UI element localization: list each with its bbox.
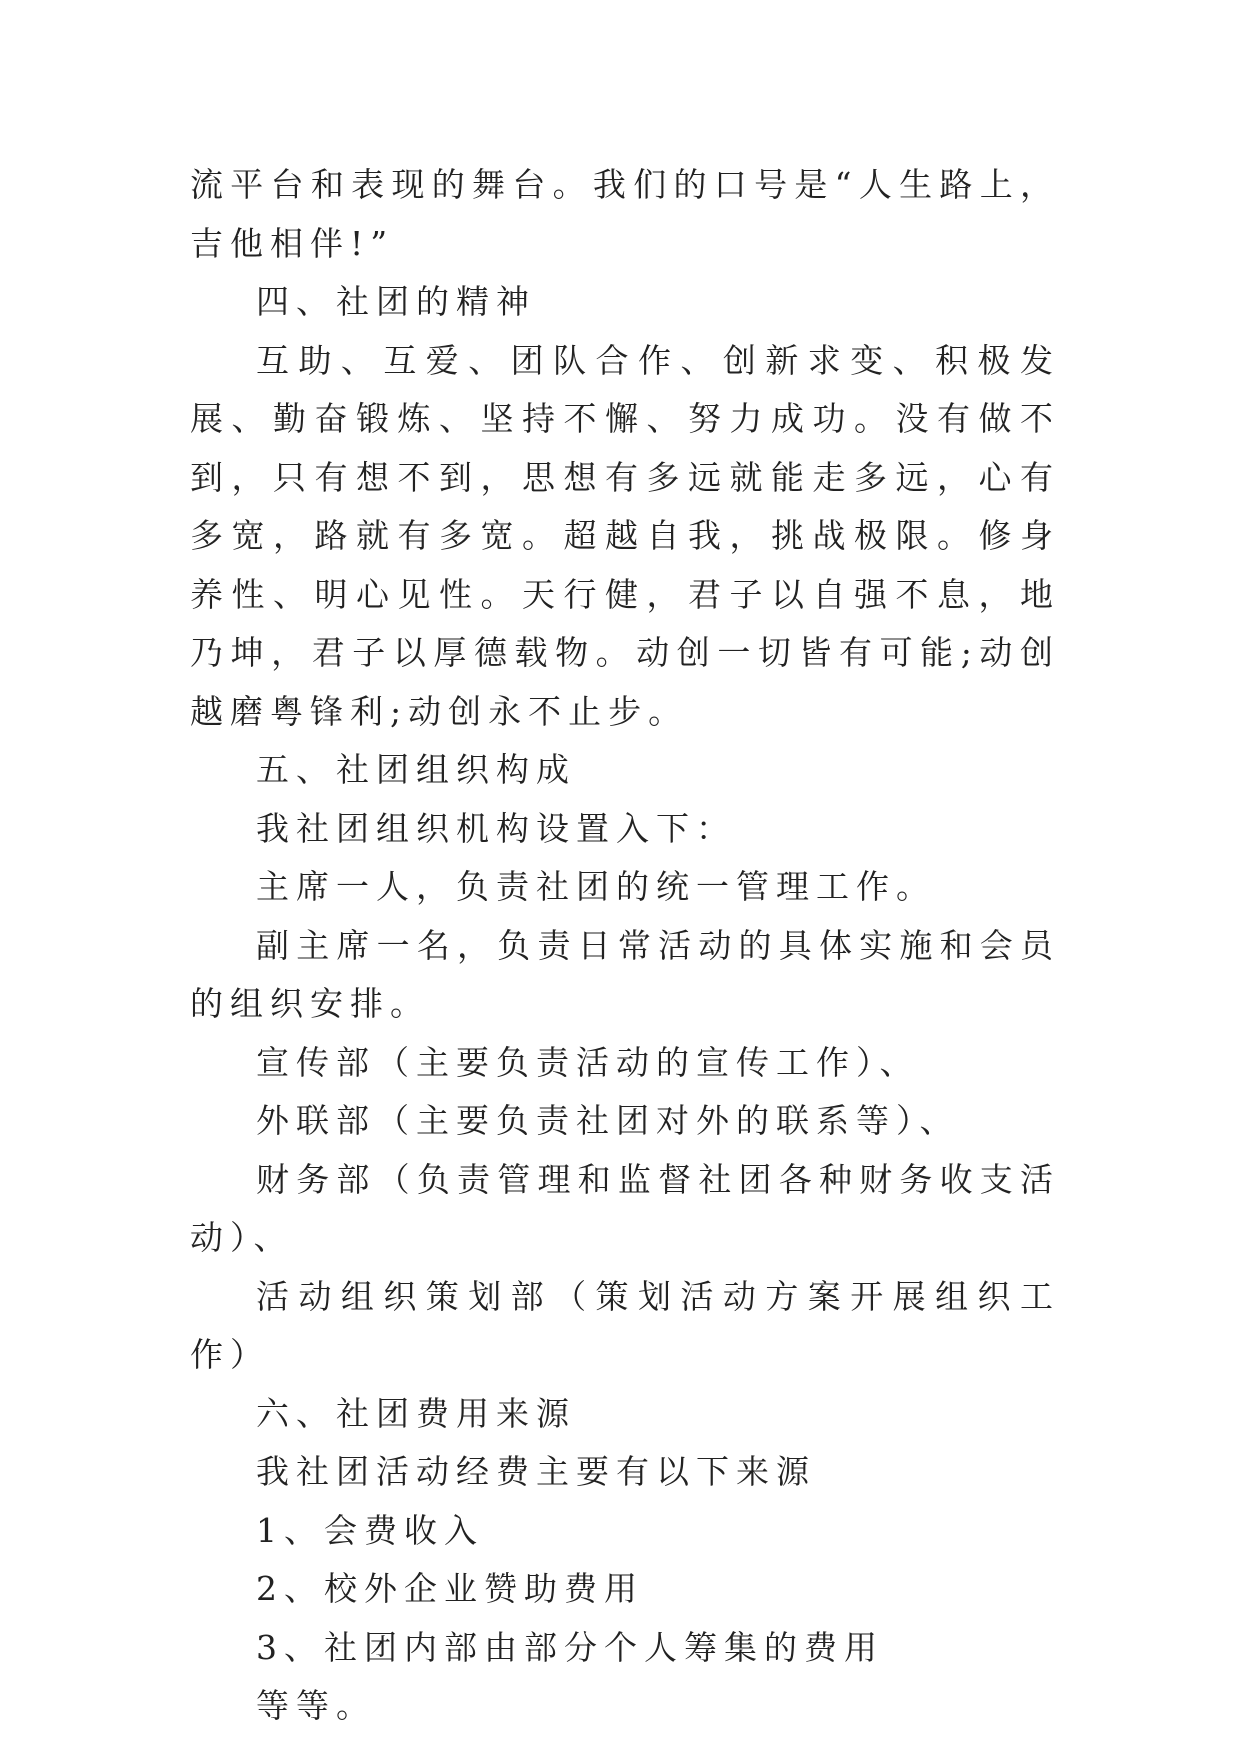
document-body <box>190 156 1060 1736</box>
list-item-sponsorship: 2、校外企业赞助费用 <box>256 1569 644 1608</box>
paragraph-slogan-continuation: 流平台和表现的舞台。我们的口号是“人生路上，吉他相伴!” <box>190 165 1060 263</box>
section-heading-spirit: 四、社团的精神 <box>256 282 536 321</box>
section-heading-organization: 五、社团组织构成 <box>256 750 576 789</box>
paragraph-spirit: 互助、互爱、团队合作、创新求变、积极发展、勤奋锻炼、坚持不懈、努力成功。没有做不到，只有想不到，思想有多远就能走多远，心有多宽，路就有多宽。超越自我，挑战极限。修身养性、明心见性。天行健，君子以自强不息，地乃坤，君子以厚德载物。动创一切皆有可能;动创越磨粤锋利;动创永不止步。 <box>190 340 1060 731</box>
list-item-activity-planning-dept: 活动组织策划部（策划活动方案开展组织工作） <box>190 1276 1060 1374</box>
paragraph-chairman: 主席一人，负责社团的统一管理工作。 <box>256 867 936 906</box>
paragraph-funding-intro: 我社团活动经费主要有以下来源 <box>256 1452 816 1491</box>
paragraph-vice-chairman: 副主席一名，负责日常活动的具体实施和会员的组织安排。 <box>190 925 1060 1023</box>
section-heading-funding: 六、社团费用来源 <box>256 1393 576 1433</box>
list-item-membership-fees: 1、会费收入 <box>256 1510 484 1550</box>
list-item-internal-funding: 3、社团内部由部分个人筹集的费用 <box>256 1627 884 1667</box>
list-item-finance-dept: 财务部（负责管理和监督社团各种财务收支活动）、 <box>190 1159 1060 1257</box>
paragraph-etc: 等等。 <box>256 1686 376 1725</box>
list-item-publicity-dept: 宣传部（主要负责活动的宣传工作）、 <box>256 1042 920 1082</box>
list-item-external-relations-dept: 外联部（主要负责社团对外的联系等）、 <box>256 1101 960 1140</box>
paragraph-organization-intro: 我社团组织机构设置入下： <box>256 808 736 848</box>
